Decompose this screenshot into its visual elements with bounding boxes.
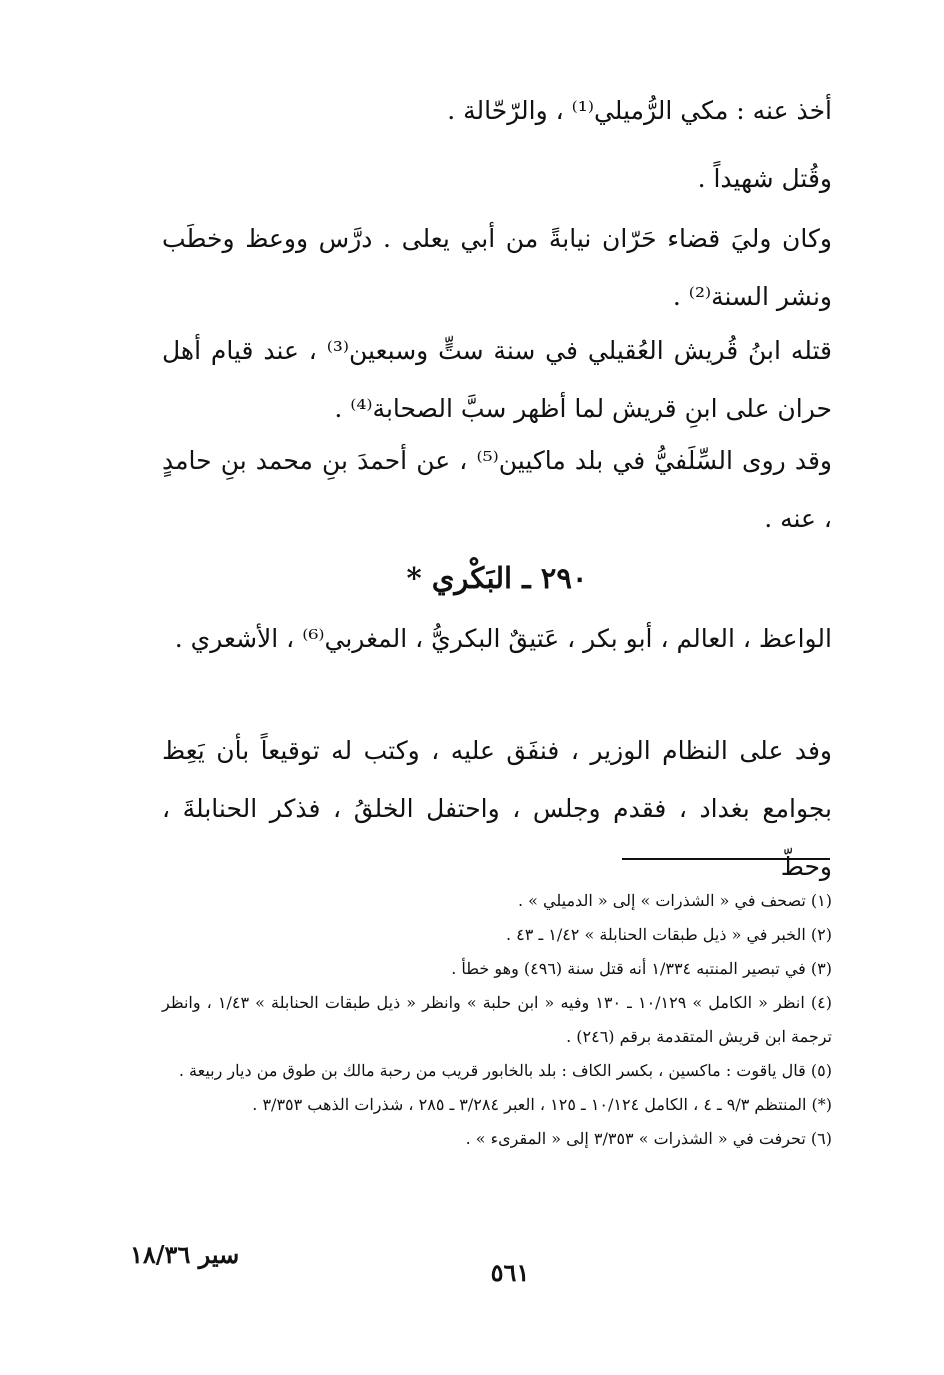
paragraph-1: أخذ عنه : مكي الرُّميلي⁽¹⁾ ، والرّحّالة . <box>447 96 832 125</box>
entry-heading: ٢٩٠ ـ البَكْري * <box>406 561 588 595</box>
footnote-5: (٥) قال ياقوت : ماكسين ، بكسر الكاف : بلد بالخابور قريب من رحبة مالك بن طوق من ديار ربيعة . <box>178 1061 832 1080</box>
entry-paragraph-1: الواعظ ، العالم ، أبو بكر ، عَتيقٌ البكريُّ ، المغربي⁽⁶⁾ ، الأشعري . <box>174 624 832 653</box>
entry-paragraph-2: وفد على النظام الوزير ، فنفَق عليه ، وكتب له توقيعاً بأن يَعِظ بجوامع بغداد ، فقدم وجلس ، واحتفل الخلقُ ، فذكر الحنابلةَ ، وحطّ <box>162 736 832 881</box>
footnote-separator <box>622 858 830 860</box>
footnote-3: (٣) في تبصير المنتبه ١/٣٣٤ أنه قتل سنة (٤٩٦) وهو خطأ . <box>451 959 832 978</box>
paragraph-2: وقُتل شهيداً . <box>697 164 832 193</box>
paragraph-4: قتله ابنُ قُريش العُقيلي في سنة ستٍّ وسبعين⁽³⁾ ، عند قيام أهل حران على ابنِ قريش لما أظهر سبَّ الصحابة⁽⁴⁾ . <box>162 336 832 423</box>
footnote-6: (٦) تحرفت في « الشذرات » ٣/٣٥٣ إلى « المقرىء » . <box>465 1129 832 1148</box>
paragraph-5: وقد روى السِّلَفيُّ في بلد ماكيين⁽⁵⁾ ، عن أحمدَ بنِ محمد بنِ حامدٍ ، عنه . <box>162 446 832 533</box>
footnote-1: (١) تصحف في « الشذرات » إلى « الدميلي » . <box>517 891 832 910</box>
signature-mark: سير ١٨/٣٦ <box>130 1240 240 1269</box>
paragraph-3: وكان وليَ قضاء حَرّان نيابةً من أبي يعلى . درَّس ووعظ وخطَب ونشر السنة⁽²⁾ . <box>162 224 832 311</box>
footnote-4: (٤) انظر « الكامل » ١٠/١٢٩ ـ ١٣٠ وفيه « ابن حلبة » وانظر « ذيل طبقات الحنابلة » ١/٤٣ ، وانظر ترجمة ابن قريش المتقدمة برقم (٢٤٦) . <box>162 993 833 1046</box>
footnotes <box>162 884 832 1156</box>
page-number: ٥٦١ <box>490 1258 530 1287</box>
footnote-star: (*) المنتظم ٩/٣ ـ ٤ ، الكامل ١٠/١٢٤ ـ ١٢٥ ، العبر ٣/٢٨٤ ـ ٢٨٥ ، شذرات الذهب ٣/٣٥٣ . <box>252 1095 832 1114</box>
footnote-2: (٢) الخبر في « ذيل طبقات الحنابلة » ١/٤٢ ـ ٤٣ . <box>506 925 832 944</box>
